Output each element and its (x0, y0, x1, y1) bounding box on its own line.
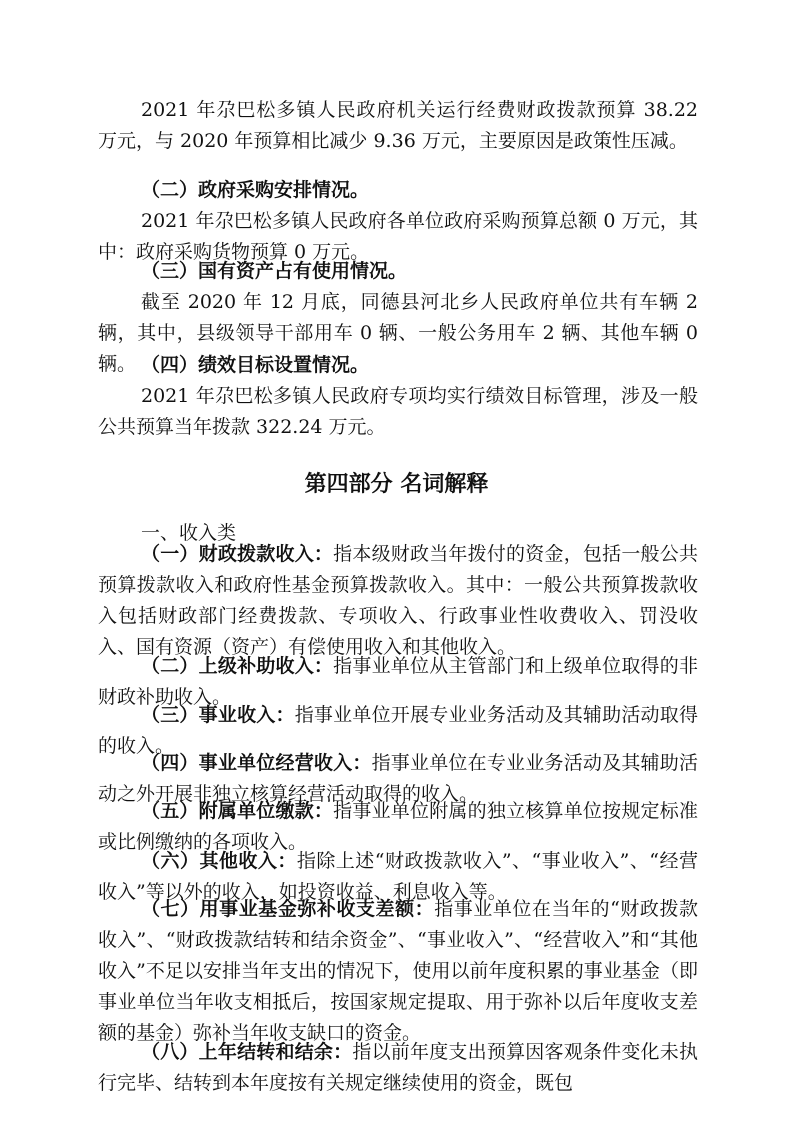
term-definition: 指事业单位在专业业务活动及其辅助活动之外开展非独立核算经营活动取得的收入。 (98, 752, 698, 805)
paragraph-operating-expenses: 2021 年尕巴松多镇人民政府机关运行经费财政拨款预算 38.22 万元，与 2020 年预算相比减少 9.36 万元，主要原因是政策性压减。 (98, 99, 698, 152)
term-definition: 指事业单位从主管部门和上级单位取得的非财政补助收入。 (98, 655, 698, 708)
term-paragraph (98, 894, 698, 1049)
term-label: （五）附属单位缴款： (141, 800, 334, 822)
section-title: 第四部分 名词解释 (304, 472, 489, 497)
subheading-income: 一、收入类 (141, 522, 237, 544)
term-label: （三）事业收入： (141, 704, 295, 726)
term-definition: 指以前年度支出预算因客观条件变化未执行完毕、结转到本年度按有关规定继续使用的资金，既包 (98, 1041, 698, 1094)
term-definition: 指事业单位附属的独立核算单位按规定标准或比例缴纳的各项收入。 (98, 800, 698, 853)
term-definition: 指除上述“财政拨款收入”、“事业收入”、“经营收入”等以外的收入，如投资收益、利息收入等。 (98, 850, 698, 903)
term-label: （四）事业单位经营收入： (141, 752, 372, 774)
term-paragraph (98, 539, 698, 663)
heading-state-assets: （三）国有资产占有使用情况。 (141, 260, 408, 282)
heading-procurement: （二）政府采购安排情况。 (141, 179, 370, 201)
term-paragraph (98, 1037, 698, 1099)
term-label: （八）上年结转和结余： (141, 1041, 353, 1063)
term-label: （一）财政拨款收入： (141, 543, 334, 565)
term-label: （六）其他收入： (141, 850, 297, 872)
term-definition: 指事业单位开展专业业务活动及其辅助活动取得的收入。 (98, 704, 698, 757)
paragraph-procurement: 2021 年尕巴松多镇人民政府各单位政府采购预算总额 0 万元，其中：政府采购货物预算 0 万元。 (98, 210, 698, 263)
term-label: （七）用事业基金弥补收支差额： (141, 898, 435, 920)
term-definition: 指事业单位在当年的“财政拨款收入”、“财政拨款结转和结余资金”、“事业收入”、“经营收入”和“其他收入”不足以安排当年支出的情况下，使用以前年度积累的事业基金（即事业单位当年收支相抵后，按国家规定提取、用于弥补以后年度收支差额的基金）弥补当年收支缺口的资金。 (98, 898, 698, 1044)
heading-performance: （四）绩效目标设置情况。 (141, 354, 370, 376)
paragraph-performance: 2021 年尕巴松多镇人民政府专项均实行绩效目标管理，涉及一般公共预算当年拨款 322.24 万元。 (98, 385, 698, 438)
term-label: （二）上级补助收入： (141, 655, 334, 677)
paragraph-state-assets: 截至 2020 年 12 月底，同德县河北乡人民政府单位共有车辆 2 辆，其中，县级领导干部用车 0 辆、一般公务用车 2 辆、其他车辆 0 辆。 (98, 291, 698, 375)
term-definition: 指本级财政当年拨付的资金，包括一般公共预算拨款收入和政府性基金预算拨款收入。其中：一般公共预算拨款收入包括财政部门经费拨款、专项收入、行政事业性收费收入、罚没收入、国有资源（资产）有偿使用收入和其他收入。 (98, 543, 698, 658)
